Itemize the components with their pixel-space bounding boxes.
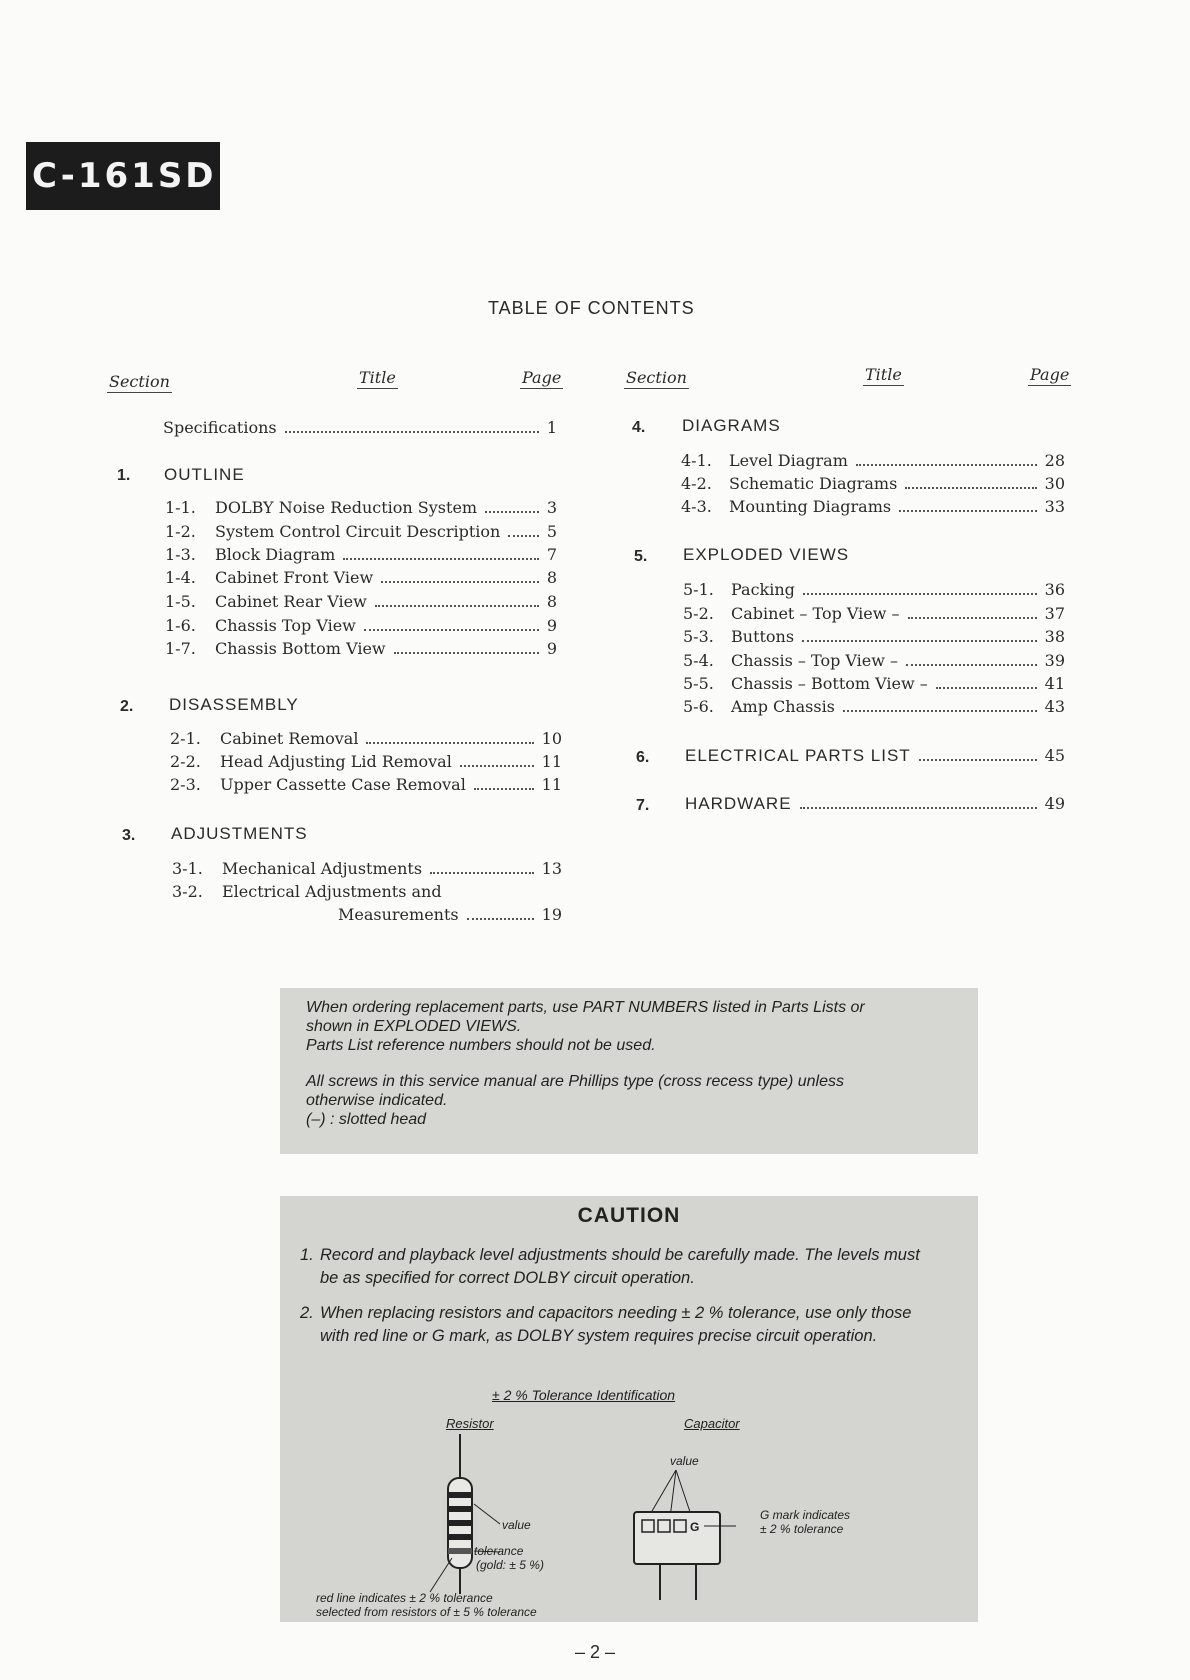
toc-entry[interactable]: 2-3. Upper Cassette Case Removal 11 [170, 775, 562, 794]
resistor-gold-label: (gold: ± 5 %) [476, 1558, 544, 1572]
notice-line: (–) : slotted head [306, 1111, 427, 1128]
red-line-label-2: selected from resistors of ± 5 % tolerance [316, 1605, 537, 1619]
toc-entry[interactable]: 4-2. Schematic Diagrams 30 [681, 474, 1065, 493]
section-title-adjustments[interactable]: ADJUSTMENTS [171, 824, 308, 843]
resistor-tolerance-label: tolerance [474, 1544, 524, 1558]
parts-notice-box [280, 988, 978, 1154]
capacitor-label: Capacitor [684, 1416, 740, 1431]
toc-title: TABLE OF CONTENTS [488, 298, 695, 318]
section-title-outline[interactable]: OUTLINE [164, 465, 245, 484]
toc-entry[interactable]: 2-1. Cabinet Removal 10 [170, 729, 562, 748]
toc-entry[interactable]: 5-2. Cabinet – Top View – 37 [683, 604, 1065, 623]
toc-entry[interactable]: 4-1. Level Diagram 28 [681, 451, 1065, 470]
g-mark-label-2: ± 2 % tolerance [760, 1522, 844, 1536]
notice-line: All screws in this service manual are Phillips type (cross recess type) unless [306, 1073, 844, 1090]
section-num: 4. [632, 419, 646, 436]
section-num: 3. [122, 827, 136, 844]
section-title-disassembly[interactable]: DISASSEMBLY [169, 695, 299, 714]
toc-entry[interactable]: 1-7. Chassis Bottom View 9 [165, 639, 557, 658]
notice-line: When ordering replacement parts, use PART NUMBERS listed in Parts Lists or [306, 999, 865, 1016]
notice-line: Parts List reference numbers should not be used. [306, 1037, 656, 1054]
toc-entry[interactable]: 2-2. Head Adjusting Lid Removal 11 [170, 752, 562, 771]
col-header-title-right: Title [865, 365, 902, 384]
toc-entry[interactable]: 1-3. Block Diagram 7 [165, 545, 557, 564]
toc-entry[interactable]: 5-1. Packing 36 [683, 580, 1065, 599]
toc-entry-specifications[interactable]: Specifications 1 [163, 418, 557, 437]
toc-entry[interactable]: 1-1. DOLBY Noise Reduction System 3 [165, 498, 557, 517]
notice-line: otherwise indicated. [306, 1092, 448, 1109]
caution-item-1: 1. Record and playback level adjustments should be carefully made. The levels must be as specified for correct DOLBY circuit operation. [300, 1246, 920, 1287]
resistor-label: Resistor [446, 1416, 494, 1431]
section-num: 2. [120, 698, 134, 715]
caution-item-2: 2. When replacing resistors and capacitors needing ± 2 % tolerance, use only those with red line or G mark, as DOLBY system requires precise circuit operation. [300, 1304, 912, 1345]
col-header-section-left: Section [109, 372, 170, 391]
toc-entry-hardware[interactable]: HARDWARE 49 [685, 794, 1065, 813]
section-num: 7. [636, 797, 650, 814]
svg-text:G: G [690, 1520, 700, 1534]
capacitor-value-label: value [670, 1454, 699, 1468]
caution-heading: CAUTION [577, 1204, 681, 1227]
toc-entry[interactable]: 1-2. System Control Circuit Description 5 [165, 522, 557, 541]
toc-entry[interactable]: 5-5. Chassis – Bottom View – 41 [683, 674, 1065, 693]
col-header-section-right: Section [626, 368, 687, 387]
model-tab: C-161SD [26, 142, 220, 210]
section-num: 6. [636, 749, 650, 766]
red-line-label-1: red line indicates ± 2 % tolerance [316, 1591, 493, 1605]
caution-box [280, 1196, 978, 1622]
g-mark-label-1: G mark indicates [760, 1508, 851, 1522]
toc-entry-electrical-parts-list[interactable]: ELECTRICAL PARTS LIST 45 [685, 746, 1065, 765]
col-header-page-left: Page [522, 368, 562, 387]
toc-entry[interactable]: 1-4. Cabinet Front View 8 [165, 568, 557, 587]
section-num: 1. [117, 467, 131, 484]
col-header-page-right: Page [1030, 365, 1070, 384]
section-num: 5. [634, 548, 648, 565]
toc-entry[interactable]: Measurements 19 [338, 905, 562, 924]
resistor-value-label: value [502, 1518, 531, 1532]
toc-entry[interactable]: 5-6. Amp Chassis 43 [683, 697, 1065, 716]
tolerance-heading: ± 2 % Tolerance Identification [492, 1387, 676, 1403]
toc-entry[interactable]: 1-6. Chassis Top View 9 [165, 616, 557, 635]
col-header-title-left: Title [359, 368, 396, 387]
toc-entry[interactable]: 4-3. Mounting Diagrams 33 [681, 497, 1065, 516]
toc-entry[interactable]: 3-2. Electrical Adjustments and [172, 882, 442, 901]
toc-entry[interactable]: 5-3. Buttons 38 [683, 627, 1065, 646]
section-title-exploded-views[interactable]: EXPLODED VIEWS [683, 545, 850, 564]
notice-line: shown in EXPLODED VIEWS. [306, 1018, 522, 1035]
section-title-diagrams[interactable]: DIAGRAMS [682, 416, 781, 435]
page-number: – 2 – [574, 1642, 616, 1662]
toc-entry[interactable]: 1-5. Cabinet Rear View 8 [165, 592, 557, 611]
toc-entry[interactable]: 5-4. Chassis – Top View – 39 [683, 651, 1065, 670]
toc-entry[interactable]: 3-1. Mechanical Adjustments 13 [172, 859, 562, 878]
